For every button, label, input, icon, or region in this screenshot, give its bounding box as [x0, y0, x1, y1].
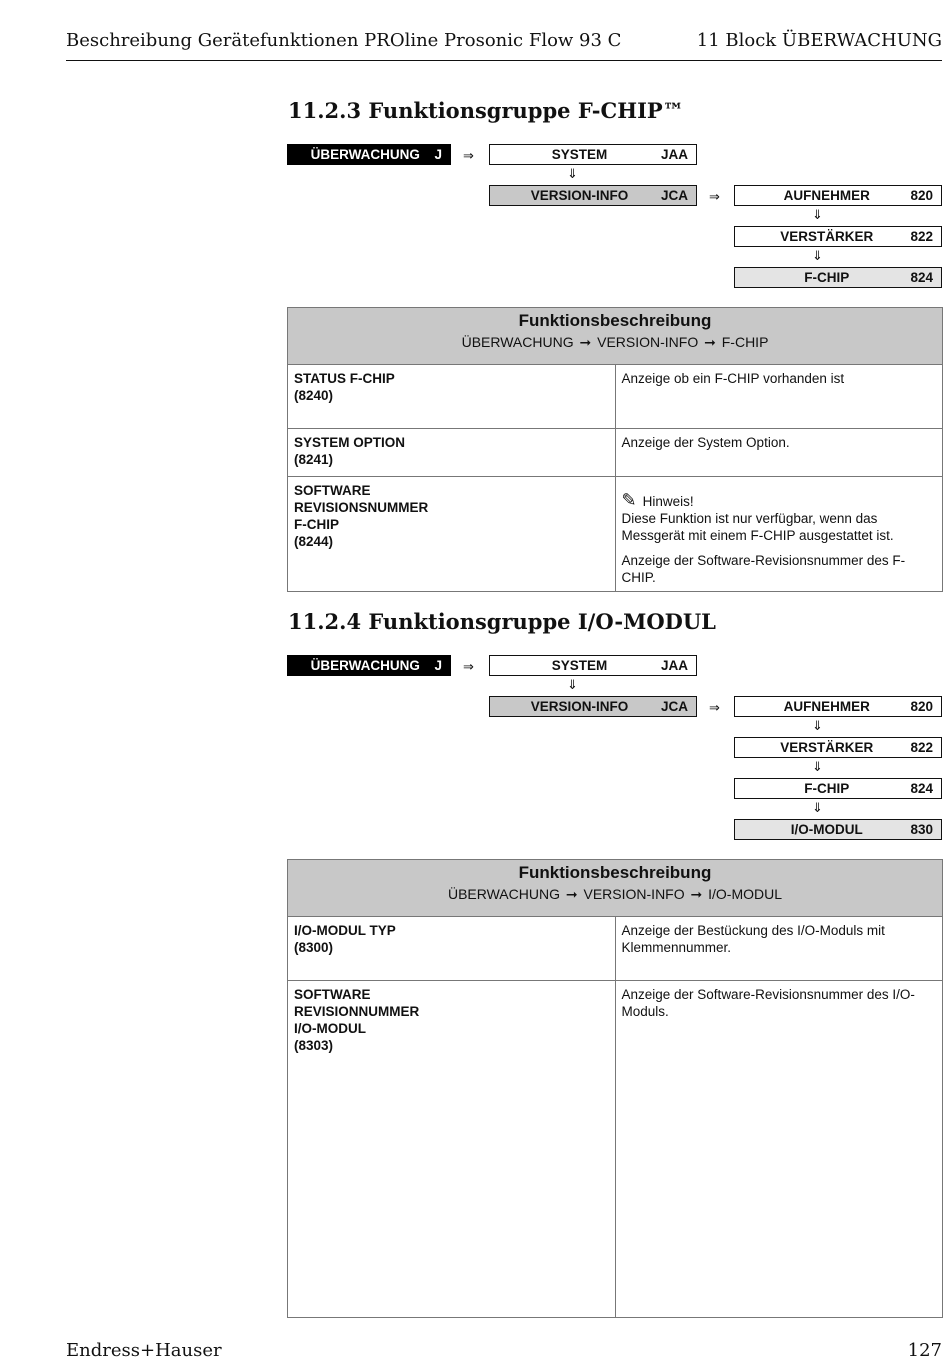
nav-label: AUFNEHMER: [783, 188, 870, 203]
nav-label: VERSTÄRKER: [780, 229, 874, 244]
table-title: Funktionsbeschreibung: [518, 311, 712, 330]
path-arrow-icon: ➞: [690, 886, 703, 902]
nav-code: J: [434, 658, 442, 673]
function-code: (8303): [294, 1038, 334, 1053]
function-name: REVISIONNUMMER: [294, 1004, 420, 1019]
table-row: [288, 429, 943, 477]
nav-label: AUFNEHMER: [783, 699, 870, 714]
function-name: SOFTWARE: [294, 483, 371, 498]
path-segment: VERSION-INFO: [597, 334, 699, 350]
nav-code: 824: [910, 781, 933, 796]
nav-code: 822: [910, 740, 933, 755]
nav-code: 822: [910, 229, 933, 244]
function-name-cell: [288, 477, 616, 592]
arrow-right-icon: ⇒: [463, 148, 474, 163]
nav-code: JAA: [660, 658, 688, 673]
table-path: [462, 334, 769, 350]
nav-code: 820: [910, 188, 933, 203]
nav-code: JCA: [660, 699, 688, 714]
arrow-right-icon: ⇒: [463, 659, 474, 674]
function-description-cell: [615, 429, 943, 477]
nav-group-version-info: [489, 185, 697, 206]
function-description-cell: [615, 917, 943, 981]
nav-code: JCA: [660, 188, 688, 203]
note-title: Hinweis!: [642, 494, 694, 509]
path-arrow-icon: ➞: [579, 334, 592, 350]
table-header: [288, 860, 943, 917]
nav-block-ueberwachung: [287, 144, 451, 165]
nav-group-version-info: [489, 696, 697, 717]
arrow-right-icon: ⇒: [709, 189, 720, 204]
arrow-down-icon: ⇓: [812, 248, 823, 263]
function-code: (8240): [294, 388, 334, 403]
function-name: F-CHIP: [294, 517, 339, 532]
nav-label: F-CHIP: [804, 781, 850, 796]
arrow-down-icon: ⇓: [567, 677, 578, 692]
path-arrow-icon: ➞: [704, 334, 716, 350]
function-description-cell: [615, 981, 943, 1318]
nav-label: VERSTÄRKER: [780, 740, 874, 755]
table-header: [288, 308, 943, 365]
nav-group-system: [489, 144, 697, 165]
header-rule: [66, 60, 942, 61]
function-name: SYSTEM OPTION: [294, 435, 406, 450]
nav-code: JAA: [660, 147, 688, 162]
path-segment: VERSION-INFO: [583, 886, 685, 902]
page-header-chapter: 11 Block ÜBERWACHUNG: [696, 30, 942, 51]
function-description: Anzeige der System Option.: [621, 435, 790, 450]
function-name-cell: [288, 365, 616, 429]
nav-label: VERSION-INFO: [530, 188, 629, 203]
arrow-down-icon: ⇓: [567, 166, 578, 181]
table-row: [288, 477, 943, 592]
function-code: (8241): [294, 452, 334, 467]
nav-block-ueberwachung: [287, 655, 451, 676]
function-code: (8244): [294, 534, 334, 549]
table-row: [288, 365, 943, 429]
nav-item-io-modul: [734, 819, 942, 840]
arrow-down-icon: ⇓: [812, 718, 823, 733]
nav-code: 824: [910, 270, 933, 285]
function-name: STATUS F-CHIP: [294, 371, 395, 386]
nav-code: 830: [910, 822, 933, 837]
function-description-cell: [615, 365, 943, 429]
function-name: I/O-MODUL TYP: [294, 923, 396, 938]
path-segment: F-CHIP: [721, 334, 769, 350]
arrow-down-icon: ⇓: [812, 759, 823, 774]
page-header-title: Beschreibung Gerätefunktionen PROline Prosonic Flow 93 C: [66, 30, 622, 51]
function-code: (8300): [294, 940, 334, 955]
section-title-io-modul: 11.2.4 Funktionsgruppe I/O-MODUL: [288, 609, 716, 634]
path-segment: I/O-MODUL: [708, 886, 783, 902]
table-row: [288, 917, 943, 981]
table-row: [288, 981, 943, 1318]
nav-label: SYSTEM: [551, 147, 608, 162]
arrow-down-icon: ⇓: [812, 207, 823, 222]
note-pencil-icon: ✎: [621, 490, 637, 510]
table-title: Funktionsbeschreibung: [518, 863, 712, 882]
note-text: Diese Funktion ist nur verfügbar, wenn das Messgerät mit einem F-CHIP ausgestattet ist.: [621, 511, 894, 543]
section-title-fchip: 11.2.3 Funktionsgruppe F-CHIP™: [288, 98, 684, 123]
function-description-cell: [615, 477, 943, 592]
nav-code: 820: [910, 699, 933, 714]
function-description: Anzeige ob ein F-CHIP vorhanden ist: [621, 371, 845, 386]
function-table-io-modul: [287, 859, 943, 1318]
nav-label: ÜBERWACHUNG: [310, 658, 420, 673]
function-name-cell: [288, 981, 616, 1318]
nav-label: F-CHIP: [804, 270, 850, 285]
table-path: [448, 886, 782, 902]
nav-item-f-chip: [734, 267, 942, 288]
footer-brand: Endress+Hauser: [66, 1340, 222, 1361]
nav-item-verstaerker: [734, 737, 942, 758]
nav-group-system: [489, 655, 697, 676]
page-number: 127: [907, 1340, 942, 1361]
note-heading: [622, 492, 937, 510]
function-name: SOFTWARE: [294, 987, 371, 1002]
function-description: Anzeige der Software-Revisionsnummer des I/O-Moduls.: [621, 987, 915, 1019]
arrow-right-icon: ⇒: [709, 700, 720, 715]
arrow-down-icon: ⇓: [812, 800, 823, 815]
function-table-fchip: [287, 307, 943, 592]
function-name-cell: [288, 917, 616, 981]
nav-item-aufnehmer: [734, 185, 942, 206]
function-name: I/O-MODUL: [294, 1021, 366, 1036]
nav-item-f-chip: [734, 778, 942, 799]
function-description: Anzeige der Software-Revisionsnummer des F-CHIP.: [621, 553, 906, 585]
nav-label: SYSTEM: [551, 658, 608, 673]
path-segment: ÜBERWACHUNG: [447, 886, 560, 902]
nav-item-verstaerker: [734, 226, 942, 247]
nav-label: VERSION-INFO: [530, 699, 629, 714]
nav-label: ÜBERWACHUNG: [310, 147, 420, 162]
nav-item-aufnehmer: [734, 696, 942, 717]
path-arrow-icon: ➞: [565, 886, 578, 902]
nav-label: I/O-MODUL: [790, 822, 863, 837]
nav-code: J: [434, 147, 442, 162]
path-segment: ÜBERWACHUNG: [461, 334, 574, 350]
function-name: REVISIONSNUMMER: [294, 500, 429, 515]
function-description: Anzeige der Bestückung des I/O-Moduls mit Klemmennummer.: [621, 923, 885, 955]
function-name-cell: [288, 429, 616, 477]
